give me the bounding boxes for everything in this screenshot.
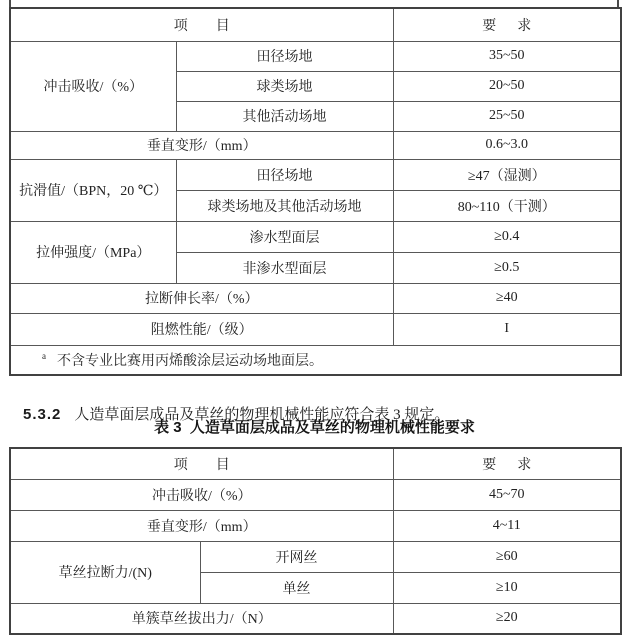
table-row <box>10 313 621 345</box>
column-header-item: 项 目 <box>10 448 393 479</box>
requirement-value: I <box>393 313 621 345</box>
column-header-requirement: 要 求 <box>393 448 621 479</box>
table-header-row <box>10 448 621 479</box>
sub-item: 球类场地 <box>176 71 393 101</box>
requirement-value: ≥0.5 <box>393 252 621 283</box>
sub-item: 开网丝 <box>200 541 393 572</box>
requirement-value: ≥0.4 <box>393 221 621 252</box>
table-footnote <box>10 345 621 375</box>
row-label-flame-retardancy: 阻燃性能/（级） <box>10 313 393 345</box>
requirement-value: 45~70 <box>393 479 621 510</box>
row-label-vertical-deformation: 垂直变形/（mm） <box>10 131 393 159</box>
table-header-row <box>10 8 621 41</box>
table3-caption: 表 3 人造草面层成品及草丝的物理机械性能要求 <box>154 419 475 436</box>
sub-item: 田径场地 <box>176 41 393 71</box>
row-label-impact-absorption: 冲击吸收/（%） <box>10 41 176 131</box>
footnote-marker: a <box>42 351 46 362</box>
row-label-tensile-strength: 拉伸强度/（MPa） <box>10 221 176 283</box>
row-label-vertical-deformation: 垂直变形/（mm） <box>10 510 393 541</box>
row-label-impact-absorption: 冲击吸收/（%） <box>10 479 393 510</box>
requirement-value: ≥10 <box>393 572 621 603</box>
sub-item: 田径场地 <box>176 159 393 190</box>
footnote-text: 不含专业比赛用丙烯酸涂层运动场地面层。 <box>57 353 323 369</box>
requirement-value: ≥40 <box>393 283 621 313</box>
table-surface-performance <box>9 7 622 376</box>
table-row <box>10 41 621 71</box>
table-row <box>10 131 621 159</box>
requirement-value: 0.6~3.0 <box>393 131 621 159</box>
requirement-value: ≥20 <box>393 603 621 634</box>
table-row <box>10 541 621 572</box>
table-row <box>10 283 621 313</box>
requirement-value: ≥60 <box>393 541 621 572</box>
row-label-tuft-withdrawal-force: 单簇草丝拔出力/（N） <box>10 603 393 634</box>
requirement-value: 4~11 <box>393 510 621 541</box>
clause-number: 5.3.2 <box>23 406 62 423</box>
requirement-value: 20~50 <box>393 71 621 101</box>
column-header-requirement: 要 求 <box>393 8 621 41</box>
sub-item: 其他活动场地 <box>176 101 393 131</box>
clause-text: 人造草面层成品及草丝的物理机械性能应符合表 3 规定。 <box>74 407 450 423</box>
table-grass-yarn-performance <box>9 447 622 635</box>
requirement-value: 35~50 <box>393 41 621 71</box>
table-row <box>10 510 621 541</box>
table-row <box>10 221 621 252</box>
table-footnote-row <box>10 345 621 375</box>
row-label-yarn-breaking-force: 草丝拉断力/(N) <box>10 541 200 603</box>
table-row <box>10 159 621 190</box>
requirement-value: 80~110（干测） <box>393 190 621 221</box>
sub-item: 单丝 <box>200 572 393 603</box>
requirement-value: ≥47（湿测） <box>393 159 621 190</box>
requirement-value: 25~50 <box>393 101 621 131</box>
row-label-slip-resistance: 抗滑值/（BPN，20 ℃） <box>10 159 176 221</box>
table-row <box>10 479 621 510</box>
table-row <box>10 603 621 634</box>
sub-item: 球类场地及其他活动场地 <box>176 190 393 221</box>
column-header-item: 项 目 <box>10 8 393 41</box>
sub-item: 渗水型面层 <box>176 221 393 252</box>
sub-item: 非渗水型面层 <box>176 252 393 283</box>
row-label-elongation-at-break: 拉断伸长率/（%） <box>10 283 393 313</box>
